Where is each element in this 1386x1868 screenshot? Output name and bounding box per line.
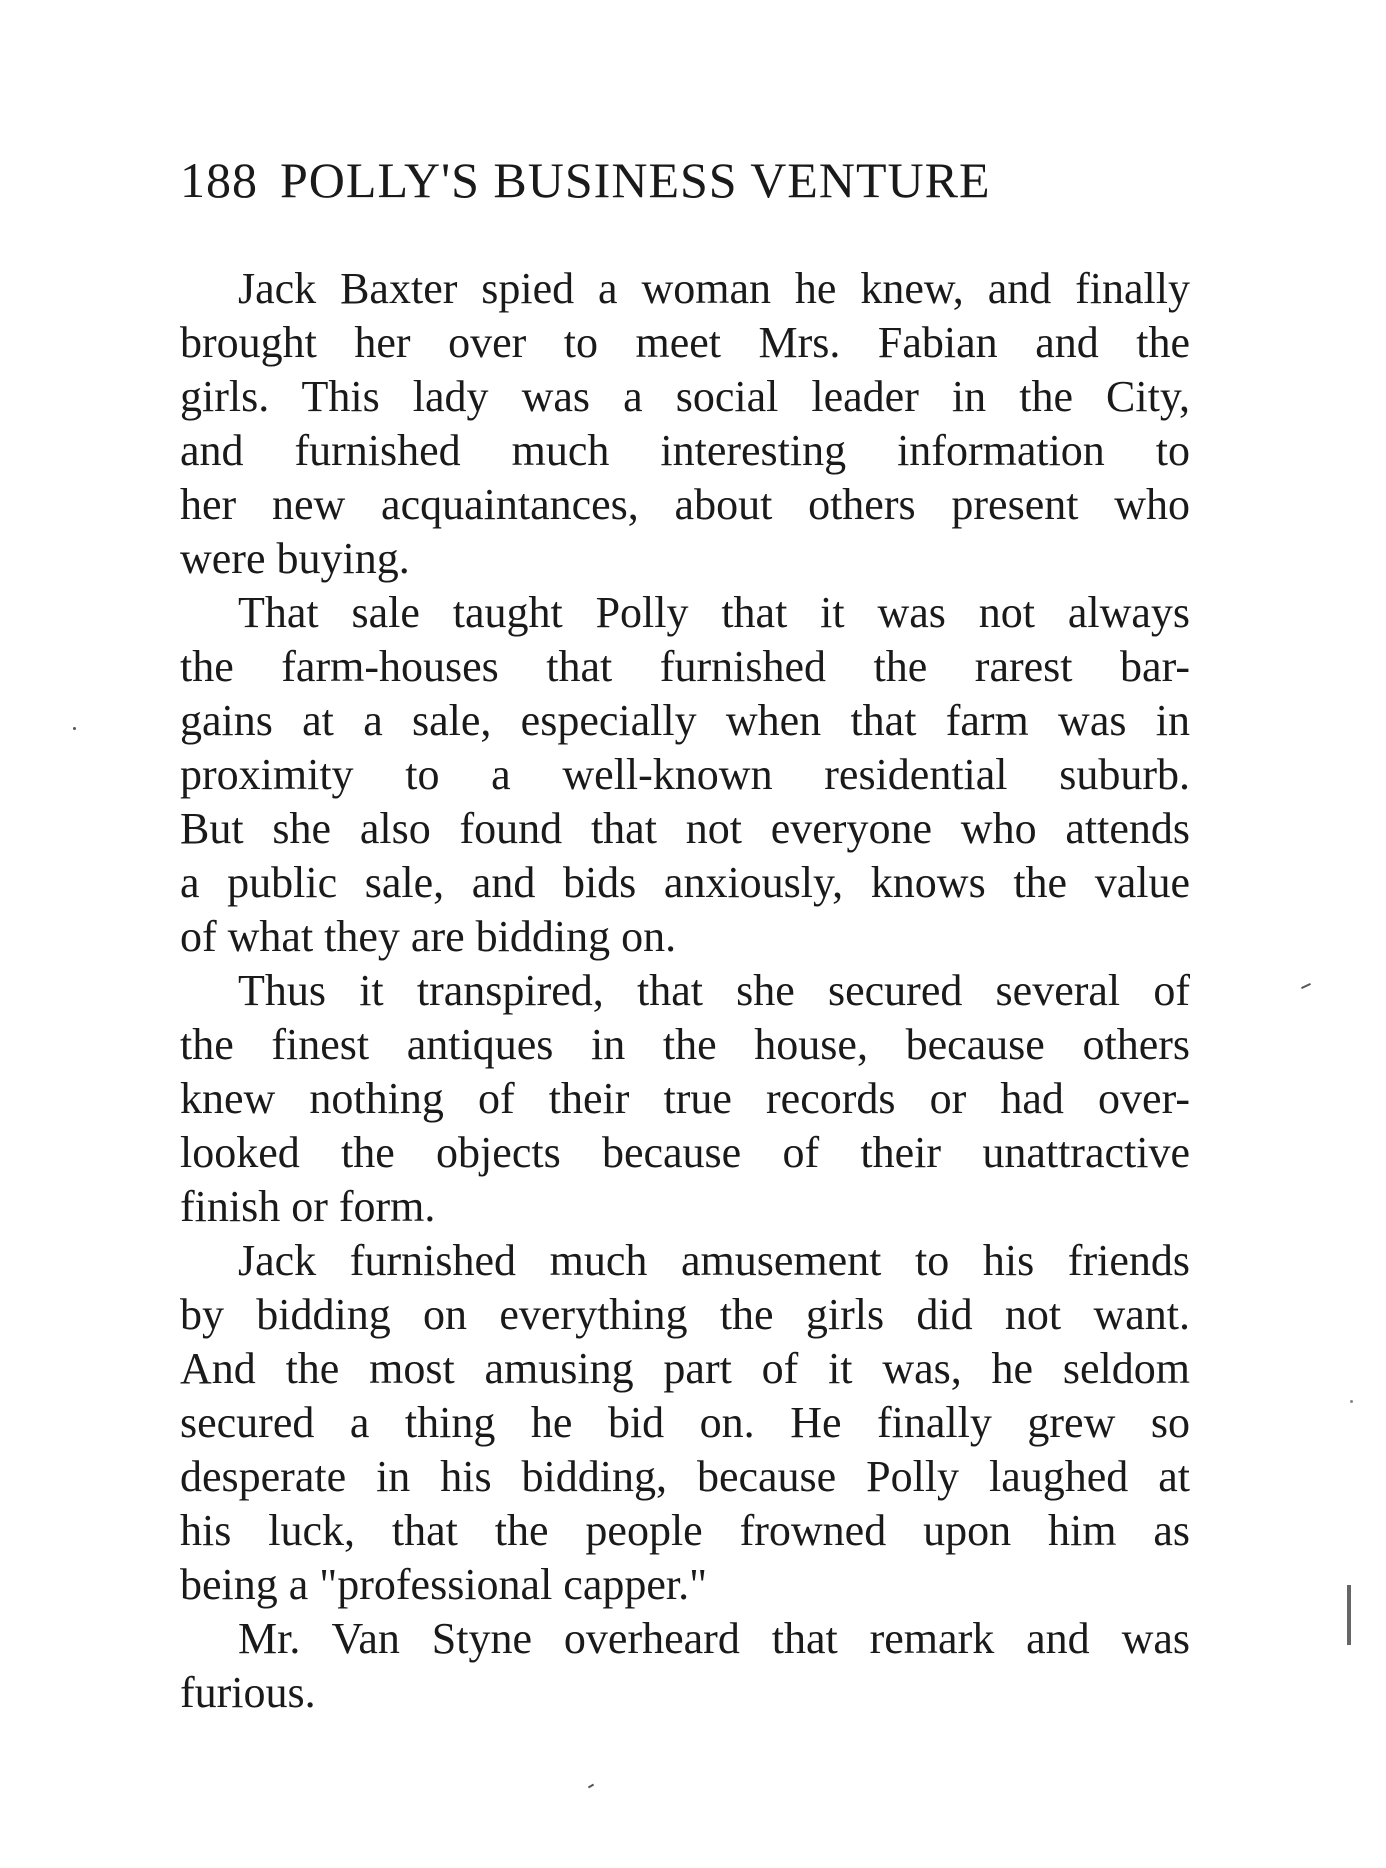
body-text — [180, 262, 1190, 1720]
text-line: But she also found that not everyone who attends — [180, 804, 1190, 853]
text-line: of what they are bidding on. — [180, 912, 677, 961]
text-line: furious. — [180, 1668, 316, 1717]
text-line: Thus it transpired, that she secured several of — [238, 966, 1190, 1015]
text-line: girls. This lady was a social leader in the City, — [180, 372, 1190, 421]
text-line: and furnished much interesting information to — [180, 426, 1190, 475]
text-line: brought her over to meet Mrs. Fabian and the — [180, 318, 1190, 367]
text-line: Mr. Van Styne overheard that remark and was — [238, 1614, 1190, 1663]
text-line: Jack Baxter spied a woman he knew, and finally — [238, 264, 1190, 313]
text-line: her new acquaintances, about others present who — [180, 480, 1190, 529]
paragraph — [180, 1612, 1190, 1720]
text-line: That sale taught Polly that it was not always — [238, 588, 1190, 637]
text-line: finish or form. — [180, 1182, 436, 1231]
text-line: knew nothing of their true records or had over- — [180, 1074, 1190, 1123]
text-line: were buying. — [180, 534, 410, 583]
text-line: secured a thing he bid on. He finally grew so — [180, 1398, 1190, 1447]
text-line: proximity to a well-known residential suburb. — [180, 750, 1190, 799]
paragraph — [180, 262, 1190, 586]
scan-speck — [588, 1784, 594, 1789]
text-line: desperate in his bidding, because Polly laughed at — [180, 1452, 1190, 1501]
scan-speck — [1301, 983, 1311, 989]
paragraph — [180, 964, 1190, 1234]
running-header — [180, 150, 1120, 210]
paragraph — [180, 586, 1190, 964]
text-line: a public sale, and bids anxiously, knows the value — [180, 858, 1190, 907]
paragraph — [180, 1234, 1190, 1612]
text-line: looked the objects because of their unattractive — [180, 1128, 1190, 1177]
text-line: Jack furnished much amusement to his friends — [238, 1236, 1190, 1285]
text-line: the farm-houses that furnished the rarest bar- — [180, 642, 1190, 691]
text-line: his luck, that the people frowned upon him as — [180, 1506, 1190, 1555]
text-line: by bidding on everything the girls did not want. — [180, 1290, 1190, 1339]
text-line: the finest antiques in the house, because others — [180, 1020, 1190, 1069]
scan-speck — [1350, 1400, 1353, 1403]
scan-mark — [1347, 1585, 1351, 1645]
text-line: gains at a sale, especially when that farm was in — [180, 696, 1190, 745]
text-line: And the most amusing part of it was, he seldom — [180, 1344, 1190, 1393]
scan-speck — [73, 727, 76, 730]
page-number: 188 — [180, 152, 258, 208]
text-line: being a "professional capper." — [180, 1560, 708, 1609]
running-title: POLLY'S BUSINESS VENTURE — [280, 152, 991, 208]
